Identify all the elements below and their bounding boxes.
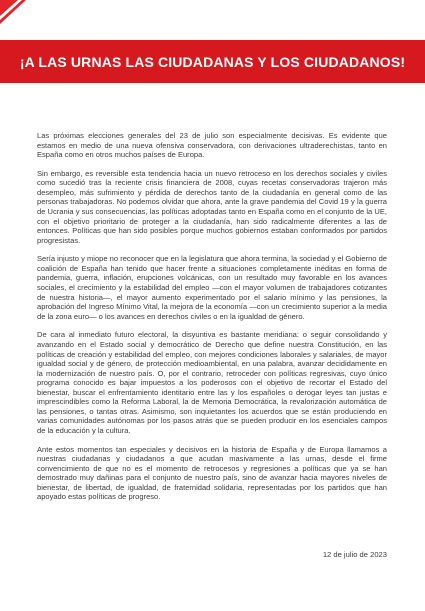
paragraph-4: De cara al inmediato futuro electoral, la disyuntiva es bastante meridiana: o seguir consolidando y avanzando en el Estado social y democrático de Derecho que define nuestra Constitución, en las políticas de creación y estabilidad del empleo, con mejores condiciones laborales y salariales, de mayor igualdad social y de género, de protección medioambiental, en una palabra, avanzar decididamente en la modernización de nuestro país. O, por el contrario, retroceder con políticas regresivas, cuyo único programa conocido es bajar impuestos a los poderosos con el objetivo de recortar el Estado del bienestar, buscar el enfrentamiento identitario entre las y los españoles o derogar leyes tan justas e imprescindibles como la Reforma Laboral, la de Memoria Democrática, la revalorización automática de las pensiones, o tantas otras. Asimismo, son inquietantes los acuerdos que se están produciendo en varias comunidades autónomas por los pasos atrás que se pueden producir en los esenciales campos de la educación y la cultura.	[37, 330, 387, 435]
paragraph-3: Sería injusto y miope no reconocer que en la legislatura que ahora termina, la sociedad y el Gobierno de coalición de España han tenido que hacer frente a situaciones completamente inéditas en forma de pandemia, guerra, inflación, erupciones volcánicas, con un resultado muy favorable en los avances sociales, el crecimiento y la estabilidad del empleo —con el mayor volumen de trabajadores cotizantes de nuestra historia—, el mayor aumento experimentado por el salario mínimo y las pensiones, la aprobación del Ingreso Mínimo Vital, la mejora de la economía —con un crecimiento superior a la media de la zona euro— o los avances en derechos civiles o en la igualdad de género.	[37, 254, 387, 321]
paragraph-5: Ante estos momentos tan especiales y decisivos en la historia de España y de Europa llamamos a nuestras ciudadanas y ciudadanos a que acudan masivamente a las urnas, desde el firme convencimiento de que no es el momento de retrocesos y regresiones a políticas que ya se han demostrado muy dañinas para el conjunto de nuestro país, sino de avanzar hacia mayores niveles de bienestar, de libertad, de igualdad, de fraternidad solidaria, representadas por los partidos que han apoyado estas políticas de progreso.	[37, 444, 387, 502]
headline-title: ¡A LAS URNAS LAS CIUDADANAS Y LOS CIUDADANOS!	[19, 53, 406, 70]
document-body	[37, 131, 387, 511]
document-date: 12 de julio de 2023	[322, 550, 387, 559]
corner-stripes-icon	[0, 0, 30, 28]
paragraph-2: Sin embargo, es reversible esta tendencia hacia un nuevo retroceso en los derechos sociales y civiles como sucedió tras la reciente crisis financiera de 2008, cuyas recetas conservadoras trajeron más desempleo, más sufrimiento y pérdida de derechos tanto de la ciudadanía en general como de las personas trabajadoras. No podemos olvidar que ahora, ante la grave pandemia del Covid 19 y la guerra de Ucrania y sus consecuencias, las políticas adoptadas tanto en España como en el conjunto de la UE, con el objetivo prioritario de proteger a la ciudadanía, han sido radicalmente diferentes a las de entonces. Políticas que han sido posibles porque muchos gobiernos estaban conformados por partidos progresistas.	[37, 168, 387, 245]
headline-banner	[0, 40, 425, 83]
paragraph-1: Las próximas elecciones generales del 23 de julio son especialmente decisivas. Es evidente que estamos en medio de una nueva ofensiva conservadora, con derivaciones ultraderechistas, tanto en España como en otros muchos países de Europa.	[37, 131, 387, 160]
